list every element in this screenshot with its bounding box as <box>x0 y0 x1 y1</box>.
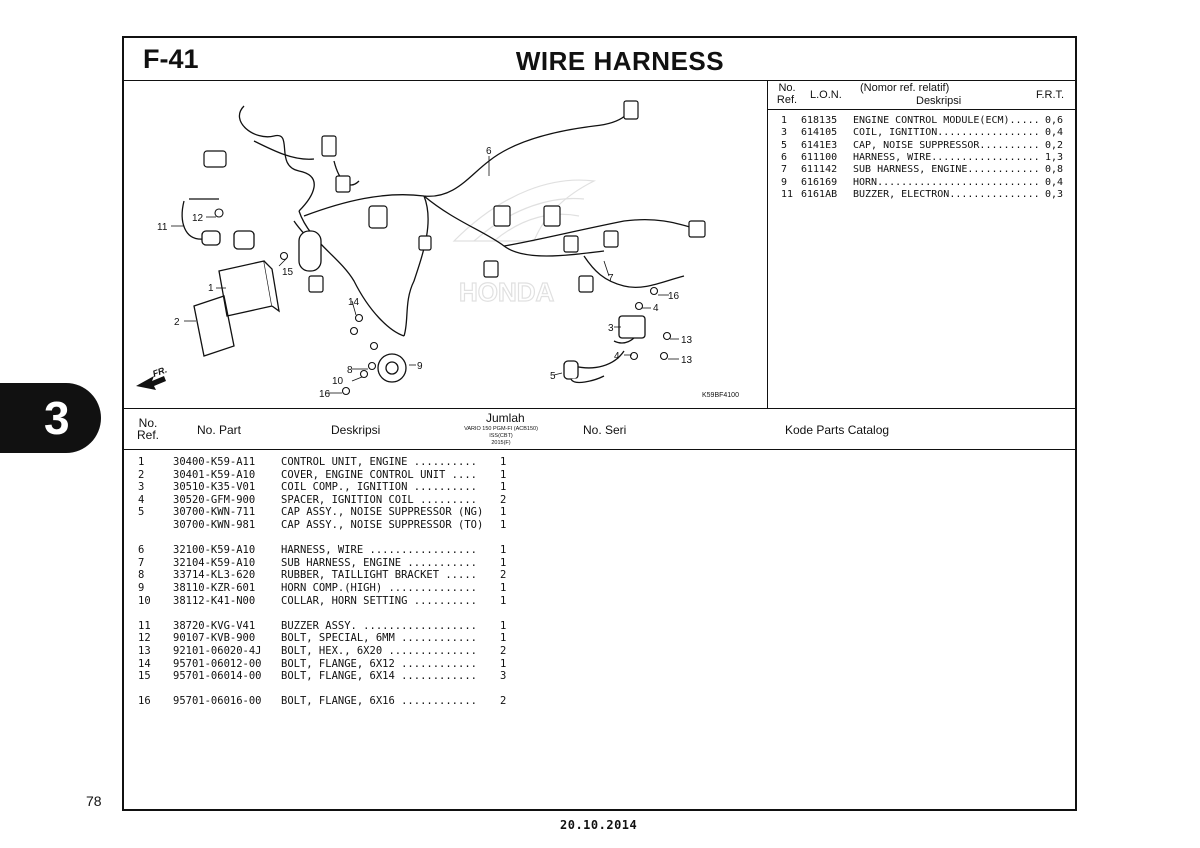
watermark-text: HONDA <box>459 277 555 307</box>
noise-suppressor-cap <box>564 361 604 382</box>
lon-code: 618135 <box>801 115 838 126</box>
callout-13b: 13 <box>681 355 693 366</box>
ecm-unit <box>194 261 279 356</box>
lon-frt: 0,4 <box>1045 127 1064 139</box>
part-ref: 14 <box>138 657 151 670</box>
lon-ref: 5 <box>781 139 788 151</box>
header-kode-parts-catalog: Kode Parts Catalog <box>785 423 890 437</box>
buzzer <box>202 231 220 245</box>
part-number: 30700-KWN-711 <box>173 506 256 519</box>
part-description: BOLT, FLANGE, 6X12 ............ <box>281 657 477 670</box>
part-number: 30520-GFM-900 <box>173 493 256 506</box>
part-quantity: 1 <box>500 619 507 632</box>
header-deskripsi: Deskripsi <box>331 423 381 437</box>
lon-ref: 7 <box>781 164 788 176</box>
callout-14: 14 <box>348 297 360 308</box>
lon-ref: 3 <box>781 127 788 139</box>
part-ref: 15 <box>138 670 151 683</box>
exploded-diagram <box>124 80 768 408</box>
lon-desc: COIL, IGNITION................. <box>853 127 1040 139</box>
part-number: 32100-K59-A10 <box>173 544 256 557</box>
part-quantity: 2 <box>500 569 507 582</box>
lon-frt: 0,3 <box>1045 188 1064 200</box>
part-quantity: 3 <box>500 670 507 683</box>
section-tab-number: 3 <box>44 392 70 444</box>
callout-10: 10 <box>332 376 344 387</box>
part-description: CAP ASSY., NOISE SUPPRESSOR (TO) <box>281 519 484 531</box>
header-jumlah: Jumlah <box>486 411 525 425</box>
part-ref: 2 <box>138 468 145 481</box>
lon-header-desc: Deskripsi <box>916 95 962 107</box>
part-number: 38110-KZR-601 <box>173 582 256 594</box>
fr-label: FR. <box>151 364 169 379</box>
lon-code: 616169 <box>801 176 838 188</box>
part-ref: 16 <box>138 695 151 708</box>
lon-code: 611142 <box>801 164 838 176</box>
lon-code: 6161AB <box>801 188 838 200</box>
lon-ref: 9 <box>781 176 788 188</box>
part-quantity: 1 <box>500 519 507 531</box>
part-description: CAP ASSY., NOISE SUPPRESSOR (NG) <box>281 506 484 519</box>
section-tab <box>0 383 101 453</box>
callout-1: 1 <box>208 283 214 294</box>
part-quantity: 1 <box>500 468 507 481</box>
callout-3: 3 <box>608 323 614 334</box>
page-number: 78 <box>86 793 102 809</box>
part-number: 30400-K59-A11 <box>173 456 256 468</box>
part-quantity: 1 <box>500 632 507 645</box>
part-ref: 12 <box>138 632 151 645</box>
lon-frt: 0,4 <box>1045 176 1064 188</box>
part-ref: 13 <box>138 645 151 657</box>
part-quantity: 1 <box>500 556 507 569</box>
part-ref: 3 <box>138 481 145 494</box>
part-number: 95701-06012-00 <box>173 657 262 670</box>
part-ref: 4 <box>138 493 145 506</box>
lon-header-frt: F.R.T. <box>1036 89 1065 101</box>
figure-code: F-41 <box>143 44 199 74</box>
part-description: COVER, ENGINE CONTROL UNIT .... <box>281 468 477 481</box>
part-quantity: 1 <box>500 544 507 557</box>
lon-desc: CAP, NOISE SUPPRESSOR.......... <box>853 139 1040 151</box>
lon-desc: BUZZER, ELECTRON............... <box>853 188 1040 200</box>
part-number: 30510-K35-V01 <box>173 481 256 494</box>
part-description: SPACER, IGNITION COIL ......... <box>281 493 477 506</box>
part-quantity: 2 <box>500 493 507 506</box>
part-number: 30700-KWN-981 <box>173 519 256 531</box>
lon-frt: 0,6 <box>1045 115 1064 126</box>
part-number: 38112-K41-N00 <box>173 594 256 607</box>
lon-code: 614105 <box>801 127 838 139</box>
callout-9: 9 <box>417 361 423 372</box>
part-quantity: 1 <box>500 456 507 468</box>
header-jumlah-year: 2015(F) <box>491 440 511 446</box>
part-quantity: 2 <box>500 695 507 708</box>
lon-table-body <box>768 110 1075 408</box>
part-number: 92101-06020-4J <box>173 645 262 657</box>
part-quantity: 1 <box>500 582 507 594</box>
part-description: RUBBER, TAILLIGHT BRACKET ..... <box>281 569 477 582</box>
connectors <box>204 101 705 292</box>
lon-ref: 1 <box>781 115 788 126</box>
lon-code: 611100 <box>801 151 838 163</box>
part-ref: 1 <box>138 456 145 468</box>
callout-5: 5 <box>550 371 556 382</box>
part-number: 38720-KVG-V41 <box>173 619 256 632</box>
part-ref: 11 <box>138 619 151 632</box>
lon-ref: 6 <box>781 151 788 163</box>
part-ref: 5 <box>138 506 145 519</box>
lon-desc: ENGINE CONTROL MODULE(ECM)..... <box>853 115 1040 126</box>
lon-header-lon: L.O.N. <box>810 89 842 101</box>
wire-harness-drawing <box>124 81 767 408</box>
part-number: 33714-KL3-620 <box>173 569 256 582</box>
lon-code: 6141E3 <box>801 139 838 151</box>
part-quantity: 1 <box>500 481 507 494</box>
header-no-part: No. Part <box>197 423 242 437</box>
part-number: 90107-KVB-900 <box>173 632 256 645</box>
part-ref: 6 <box>138 544 145 557</box>
part-description: BOLT, SPECIAL, 6MM ............ <box>281 632 477 645</box>
callout-6: 6 <box>486 146 492 157</box>
part-description: CONTROL UNIT, ENGINE .......... <box>281 456 477 468</box>
part-description: SUB HARNESS, ENGINE ........... <box>281 556 477 569</box>
header-no-ref: No. Ref. <box>136 416 159 442</box>
part-ref: 10 <box>138 594 151 607</box>
part-number: 95701-06014-00 <box>173 670 262 683</box>
callout-16b: 16 <box>668 291 680 302</box>
lon-ref: 11 <box>781 188 794 200</box>
part-number: 30401-K59-A10 <box>173 468 256 481</box>
part-number: 95701-06016-00 <box>173 695 262 708</box>
lon-desc: HORN........................... <box>853 176 1040 188</box>
page-title: WIRE HARNESS <box>515 46 725 76</box>
part-quantity: 1 <box>500 594 507 607</box>
part-number: 32104-K59-A10 <box>173 556 256 569</box>
lon-header-no-ref: No. Ref. <box>776 82 798 106</box>
lon-header-desc-top: (Nomor ref. relatif) <box>860 82 950 94</box>
callout-2: 2 <box>174 317 180 328</box>
callout-4b: 4 <box>614 351 620 362</box>
diagram-ref-code: K59BF4100 <box>702 392 739 399</box>
callout-15: 15 <box>282 267 294 278</box>
part-ref: 8 <box>138 569 145 582</box>
lon-frt: 0,2 <box>1045 139 1064 151</box>
callout-11: 11 <box>157 222 168 233</box>
part-description: BOLT, FLANGE, 6X14 ............ <box>281 670 477 683</box>
part-description: COLLAR, HORN SETTING .......... <box>281 594 477 607</box>
print-date: 20.10.2014 <box>560 818 638 832</box>
callout-12: 12 <box>192 213 204 224</box>
lon-frt: 1,3 <box>1045 151 1064 163</box>
part-description: HORN COMP.(HIGH) .............. <box>281 582 477 594</box>
callout-4a: 4 <box>653 303 659 314</box>
callout-8: 8 <box>347 365 353 376</box>
lon-table-header <box>768 80 1075 110</box>
part-description: BOLT, HEX., 6X20 .............. <box>281 645 477 657</box>
part-quantity: 2 <box>500 645 507 657</box>
part-description: HARNESS, WIRE ................. <box>281 544 477 557</box>
lon-desc: HARNESS, WIRE.................. <box>853 151 1040 163</box>
callout-13a: 13 <box>681 335 693 346</box>
callout-7: 7 <box>608 273 614 284</box>
part-ref: 9 <box>138 582 145 594</box>
parts-table-header <box>124 408 1075 450</box>
front-arrow <box>136 365 168 390</box>
header-no-seri: No. Seri <box>583 423 627 437</box>
header-jumlah-model: VARIO 150 PGM-FI (ACB150) <box>464 426 538 432</box>
lon-desc: SUB HARNESS, ENGINE............ <box>853 164 1040 176</box>
part-quantity: 1 <box>500 657 507 670</box>
part-description: BUZZER ASSY. .................. <box>281 619 477 632</box>
lon-frt: 0,8 <box>1045 164 1064 176</box>
callout-16a: 16 <box>319 389 331 400</box>
part-description: BOLT, FLANGE, 6X16 ............ <box>281 695 477 708</box>
header-jumlah-type: ISS(CBT) <box>489 433 513 439</box>
part-ref: 7 <box>138 556 145 569</box>
horn <box>378 354 406 382</box>
part-quantity: 1 <box>500 506 507 519</box>
part-description: COIL COMP., IGNITION .......... <box>281 481 477 494</box>
